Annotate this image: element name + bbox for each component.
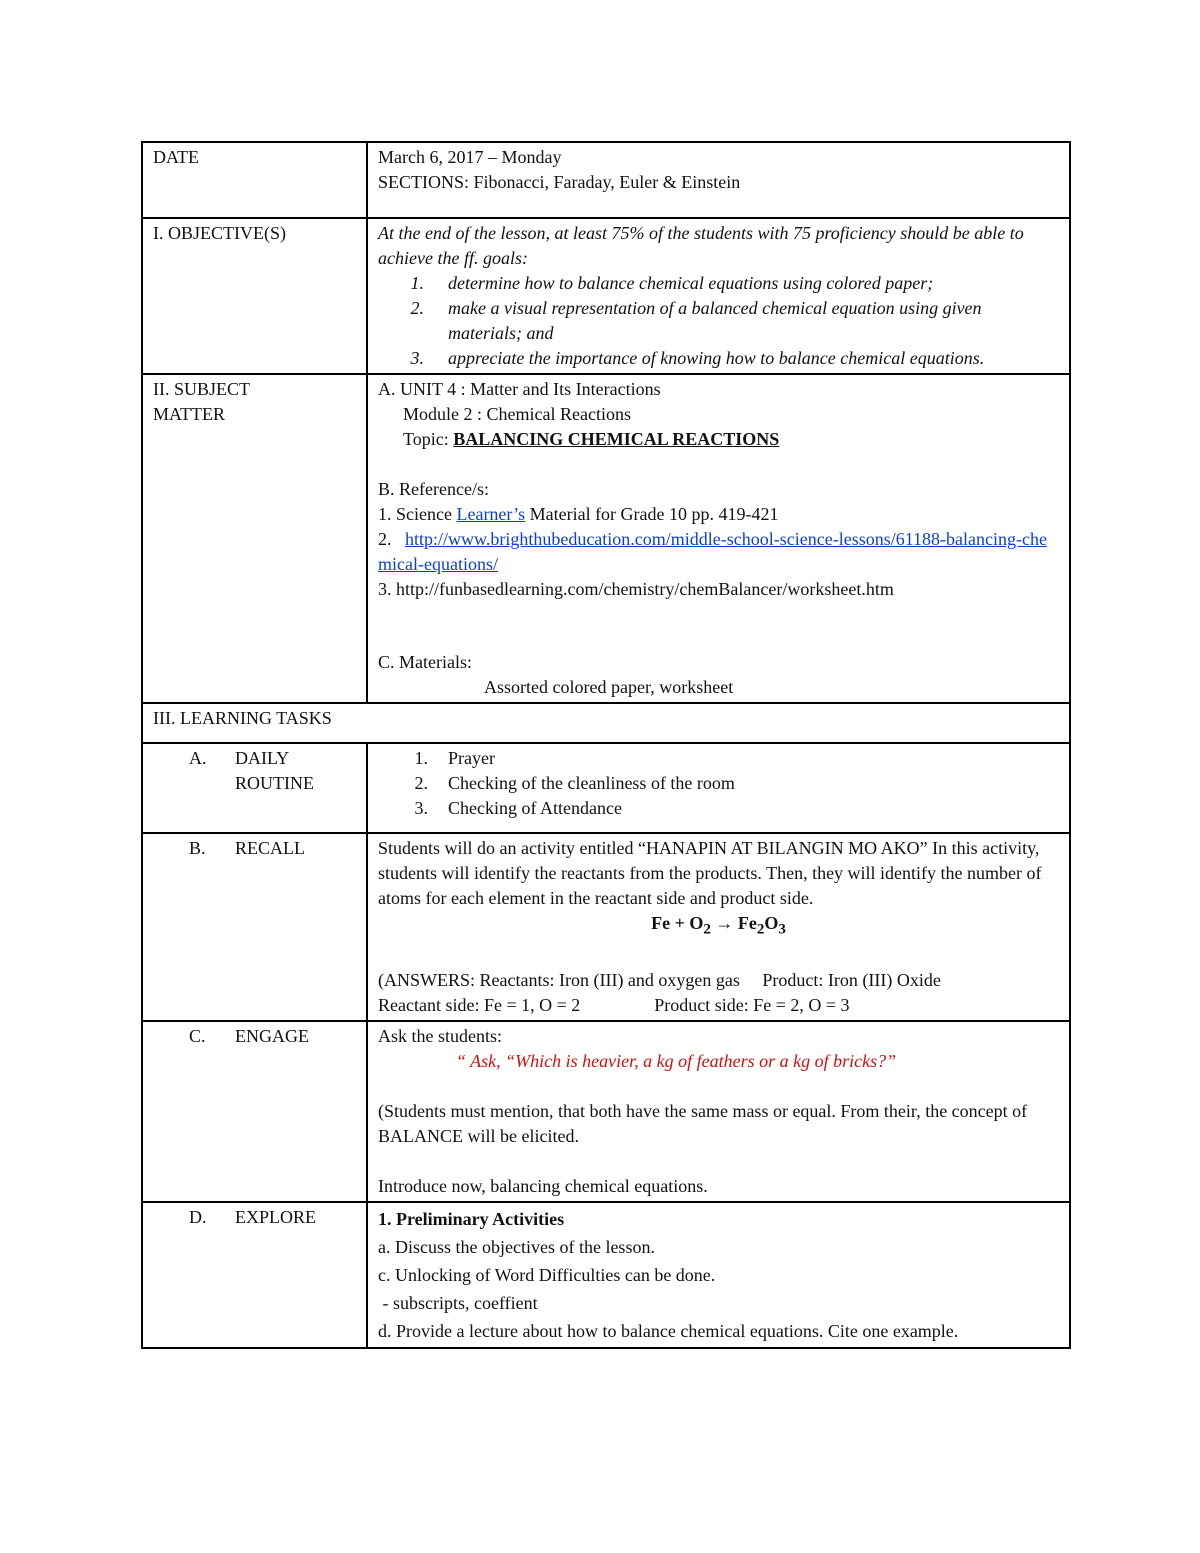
explore-line-d: d. Provide a lecture about how to balance chemical equations. Cite one example. xyxy=(378,1320,959,1341)
learners-link[interactable]: Learner’s xyxy=(456,504,526,524)
brighthub-link[interactable]: http://www.brighthubeducation.com/middle-school-science-lessons/61188-balancing-chemical-equations/ xyxy=(378,529,1047,574)
reference-1: 1. Science Learner’s Material for Grade 10 pp. 419-421 xyxy=(378,504,779,524)
explore-line-c: c. Unlocking of Word Difficulties can be done. xyxy=(378,1264,716,1285)
objectives-label-cell xyxy=(142,218,367,374)
row-date xyxy=(142,142,1070,218)
objectives-value-cell xyxy=(367,218,1070,374)
recall-value-cell xyxy=(367,833,1070,1021)
date-line: March 6, 2017 – Monday xyxy=(378,147,562,167)
recall-label: RECALL xyxy=(235,838,305,858)
routine-list xyxy=(378,746,1059,821)
subject-label-line2: MATTER xyxy=(153,404,225,424)
recall-label-cell: B. RECALL xyxy=(142,833,367,1021)
engage-value-cell xyxy=(367,1021,1070,1202)
objectives-label: I. OBJECTIVE(S) xyxy=(153,223,286,243)
date-label: DATE xyxy=(153,147,199,167)
explore-heading: 1. Preliminary Activities xyxy=(378,1208,565,1229)
engage-closing: Introduce now, balancing chemical equations. xyxy=(378,1175,708,1196)
materials-text: Assorted colored paper, worksheet xyxy=(484,677,734,697)
recall-paragraph: Students will do an activity entitled “HANAPIN AT BILANGIN MO AKO” In this activity, students will identify the reactants from the products. Then, they will identify the number of atoms for each element in the reactant side and product side. xyxy=(378,838,1042,908)
engage-label-cell: C. ENGAGE xyxy=(142,1021,367,1202)
routine-value-cell xyxy=(367,743,1070,833)
row-daily-routine xyxy=(142,743,1070,833)
materials-heading: C. Materials: xyxy=(378,652,472,672)
date-value-cell xyxy=(367,142,1070,218)
module-line: Module 2 : Chemical Reactions xyxy=(403,404,631,424)
objectives-intro: At the end of the lesson, at least 75% of the students with 75 proficiency should be able to achieve the ff. goals: xyxy=(378,223,1024,268)
topic-line: Topic: BALANCING CHEMICAL REACTIONS xyxy=(403,429,780,449)
engage-intro: Ask the students: xyxy=(378,1025,502,1046)
engage-label: ENGAGE xyxy=(235,1025,309,1046)
row-objectives xyxy=(142,218,1070,374)
chemical-equation: $Fe + O_2 \to Fe_2O_3$ xyxy=(651,913,786,938)
routine-label-cell: A. DAILY ROUTINE xyxy=(142,743,367,833)
list-item: 3. Checking of Attendance xyxy=(414,798,622,818)
answers-line-2: Reactant side: Fe = 1, O = 2 Product side: Fe = 2, O = 3 xyxy=(378,994,850,1015)
subject-label-cell xyxy=(142,374,367,703)
reference-heading: B. Reference/s: xyxy=(378,479,489,499)
row-explore xyxy=(142,1202,1070,1348)
engage-question: “ Ask, “Which is heavier, a kg of feathers or a kg of bricks?” xyxy=(456,1050,897,1071)
row-subject-matter xyxy=(142,374,1070,703)
unit-line: A. UNIT 4 : Matter and Its Interactions xyxy=(378,379,661,399)
learning-tasks-label: III. LEARNING TASKS xyxy=(153,708,332,728)
list-item: 1. Prayer xyxy=(414,748,495,768)
objectives-list xyxy=(378,271,1059,371)
list-item: 2. make a visual representation of a balanced chemical equation using given materials; and xyxy=(410,298,982,343)
explore-label: EXPLORE xyxy=(235,1206,316,1227)
row-recall xyxy=(142,833,1070,1021)
explore-line-a: a. Discuss the objectives of the lesson. xyxy=(378,1236,655,1257)
explore-label-cell: D. EXPLORE xyxy=(142,1202,367,1348)
explore-line-sub: - subscripts, coeffient xyxy=(378,1292,538,1313)
routine-label: DAILY xyxy=(235,748,290,768)
explore-value-cell xyxy=(367,1202,1070,1348)
subject-label-line1: II. SUBJECT xyxy=(153,379,251,399)
list-item: 3. appreciate the importance of knowing how to balance chemical equations. xyxy=(410,348,985,368)
answers-line-1: (ANSWERS: Reactants: Iron (III) and oxygen gas Product: Iron (III) Oxide xyxy=(378,969,941,990)
topic-title: BALANCING CHEMICAL REACTIONS xyxy=(453,429,780,449)
reference-3: 3. http://funbasedlearning.com/chemistry/chemBalancer/worksheet.htm xyxy=(378,579,894,599)
sections-line: SECTIONS: Fibonacci, Faraday, Euler & Einstein xyxy=(378,172,741,192)
subject-value-cell xyxy=(367,374,1070,703)
learning-tasks-cell xyxy=(142,703,1070,743)
engage-paragraph: (Students must mention, that both have the same mass or equal. From their, the concept of BALANCE will be elicited. xyxy=(378,1100,1028,1146)
date-label-cell xyxy=(142,142,367,218)
lesson-plan-table xyxy=(141,141,1071,1349)
list-item: 1. determine how to balance chemical equations using colored paper; xyxy=(410,273,934,293)
list-item: 2. Checking of the cleanliness of the room xyxy=(414,773,735,793)
row-learning-tasks xyxy=(142,703,1070,743)
row-engage xyxy=(142,1021,1070,1202)
reference-2: 2. http://www.brighthubeducation.com/middle-school-science-lessons/61188-balancing-chemical-equations/ xyxy=(378,529,1047,574)
